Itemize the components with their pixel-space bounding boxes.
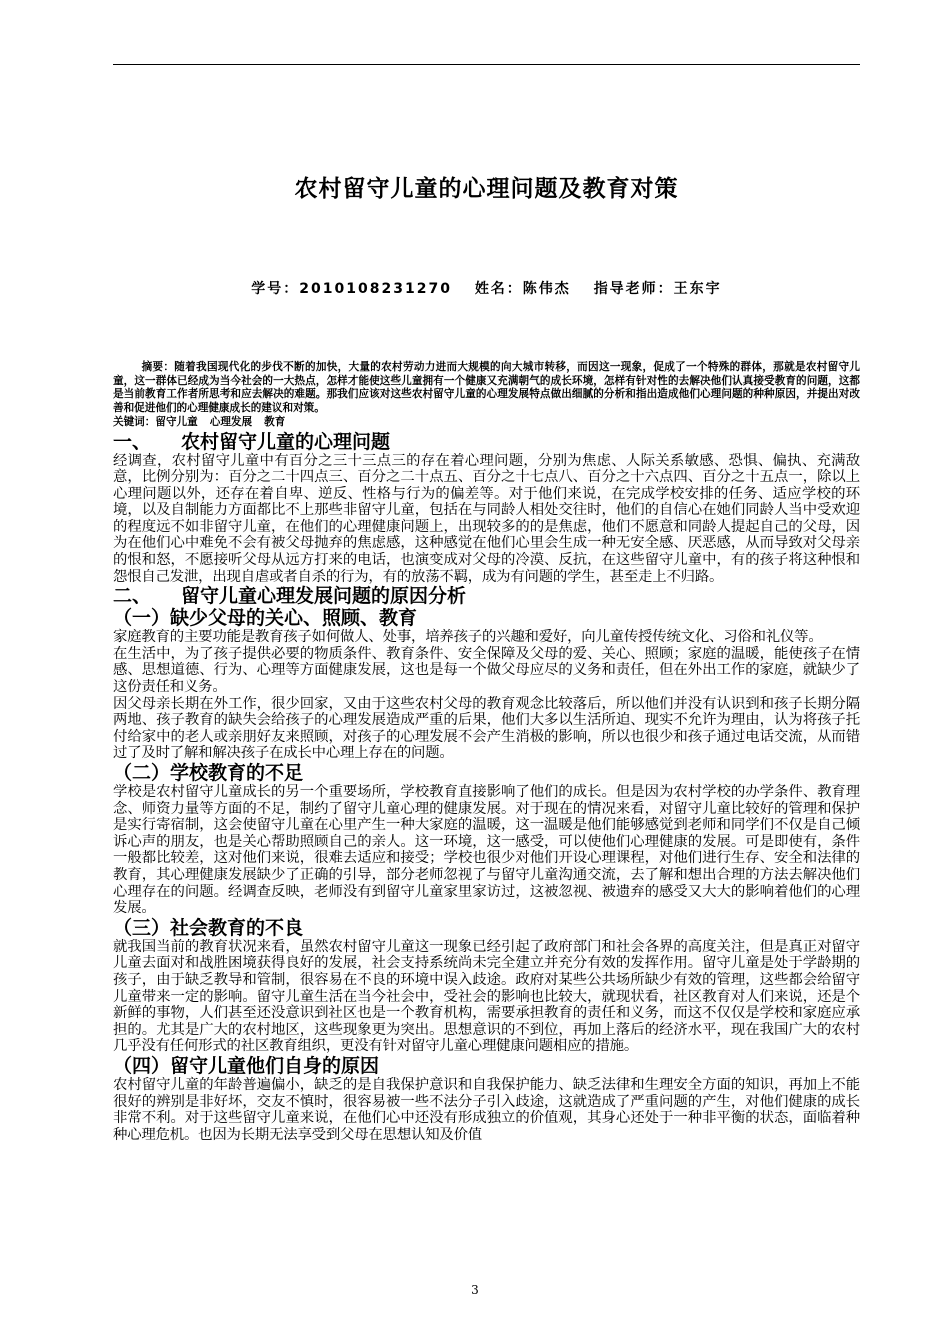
subsection-heading: （一）缺少父母的关心、照顾、教育 [113, 607, 418, 630]
keyword: 教育 [264, 415, 286, 428]
section-number: 一、 [113, 430, 152, 453]
paragraph: 家庭教育的主要功能是教育孩子如何做人、处事，培养孩子的兴趣和爱好，向儿童传授传统文化、习俗和礼仪等。 [113, 629, 823, 646]
keywords-label: 关键词： [113, 415, 156, 428]
document-title: 农村留守儿童的心理问题及教育对策 [294, 176, 679, 202]
paragraph: 因父母亲长期在外工作，很少回家，又由于这些农村父母的教育观念比较落后，所以他们并没有认识到和孩子长期分隔两地、孩子教育的缺失会给孩子的心理发展造成严重的后果，他们大多以生活所迫、现实不允许为理由，认为将孩子托付给家中的老人或亲朋好友来照顾，对孩子的心理发展不会产生消极的影响，所以也很少和孩子通过电话交流，从而错过了及时了解和解决孩子在成长中心理上存在的问题。 [113, 695, 860, 762]
paragraph: 在生活中，为了孩子提供必要的物质条件、教育条件、安全保障及父母的爱、关心、照顾；家庭的温暖，能使孩子在情感、思想道德、行为、心理等方面健康发展，这也是每一个做父母应尽的义务和责任，但在外出工作的家庭，就缺少了这份责任和义务。 [113, 645, 860, 696]
document-body [113, 361, 860, 1143]
section-heading [113, 431, 860, 453]
section-number: 二、 [113, 585, 152, 608]
keywords-line [113, 416, 860, 430]
author-info [113, 278, 860, 298]
paragraph: 经调查，农村留守儿童中有百分之三十三点三的存在着心理问题，分别为焦虑、人际关系敏感、恐惧、偏执、充满敌意，比例分别为：百分之二十四点三、百分之二十点五、百分之十七点八、百分之十六点四、百分之十五点一，除以上心理问题以外，还存在着自卑、逆反、性格与行为的偏差等。对于他们来说，在完成学校安排的任务、适应学校的环境，以及自制能力方面都比不上那些非留守儿童，包括在与同龄人相处交往时，他们的自信心在她们同龄人当中受欢迎的程度远不如非留守儿童，在他们的心理健康问题上，出现较多的的是焦虑，他们不愿意和同龄人提起自己的父母，因为在他们心中难免不会有被父母抛弃的焦虑感，这种感觉在他们心里会生成一种无安全感、厌恶感，从而导致对父母亲的恨和怒，不愿接听父母从远方打来的电话，也演变成对父母的冷漠、反抗，在这些留守儿童中，有的孩子将这种恨和怨恨自己发泄，出现自虐或者自杀的行为，有的放荡不羁，成为有问题的学生，甚至走上不归路。 [113, 452, 860, 585]
paragraph: 就我国当前的教育状况来看，虽然农村留守儿童这一现象已经引起了政府部门和社会各界的高度关注，但是真正对留守儿童去面对和战胜困境获得良好的发展，社会支持系统尚未完全建立并充分有效的发挥作用。留守儿童是处于学龄期的孩子，由于缺乏教导和管制，很容易在不良的环境中误入歧途。政府对某些公共场所缺少有效的管理，这些都会给留守儿童带来一定的影响。留守儿童生活在当今社会中，受社会的影响也比较大，就现状看，社区教育对人们来说，还是个新鲜的事物，人们甚至还没意识到社区也是一个教育机构，需要承担教育的责任和义务，而这不仅仅是学校和家庭应承担的。尤其是广大的农村地区，这些现象更为突出。思想意识的不到位，再加上落后的经济水平，现在我国广大的农村几乎没有任何形式的社区教育组织，更没有针对留守儿童心理健康问题相应的措施。 [113, 938, 860, 1055]
subsection-heading: （二）学校教育的不足 [113, 762, 304, 785]
page-number: 3 [471, 1283, 479, 1297]
advisor-name: 指导老师：王东宇 [593, 281, 722, 297]
section-heading [113, 585, 860, 607]
keyword: 留守儿童 [155, 415, 198, 428]
abstract: 摘要：随着我国现代化的步伐不断的加快，大量的农村劳动力进而大规模的向大城市转移，而因这一现象，促成了一个特殊的群体，那就是农村留守儿童，这一群体已经成为当今社会的一大热点，怎样才能使这些儿童拥有一个健康又充满朝气的成长环境，怎样有针对性的去解决他们认真接受教育的问题，这都是当前教育工作者所思考和应去解决的难题。那我们应该对这些农村留守儿童的心理发展特点做出细腻的分析和指出造成他们心理问题的种种原因，并提出对改善和促进他们的心理健康成长的建议和对策。 [113, 361, 860, 415]
subsection-heading: （四）留守儿童他们自身的原因 [113, 1054, 380, 1077]
section-title: 留守儿童心理发展问题的原因分析 [181, 585, 467, 608]
paragraph: 学校是农村留守儿童成长的另一个重要场所，学校教育直接影响了他们的成长。但是因为农村学校的办学条件、教育理念、师资力量等方面的不足，制约了留守儿童心理的健康发展。对于现在的情况来看，对留守儿童比较好的管理和保护是实行寄宿制，这会使留守儿童在心里产生一种大家庭的温暖，这一温暖是他们能够感觉到老师和同学们不仅是自己倾诉心声的朋友，也是关心帮助照顾自己的亲人。这一环境，这一感受，可以使他们心理健康的发展。可是即使有，条件一般都比较差，这对他们来说，很难去适应和接受；学校也很少对他们开设心理课程，对他们进行生存、安全和法律的教育，其心理健康发展缺少了正确的引导，部分老师忽视了与留守儿童沟通交流，去了解和想出合理的方法去解决他们心理存在的问题。经调查反映，老师没有到留守儿童家里家访过，这被忽视、被遗弃的感受又大大的影响着他们的心理发展。 [113, 784, 860, 917]
keyword: 心理发展 [209, 415, 253, 428]
student-id: 学号：2010108231270 [251, 281, 452, 297]
subsection-heading: （三）社会教育的不良 [113, 916, 304, 939]
section-title: 农村留守儿童的心理问题 [181, 430, 391, 453]
paragraph: 农村留守儿童的年龄普遍偏小，缺乏的是自我保护意识和自我保护能力、缺乏法律和生理安全方面的知识，再加上不能很好的辨别是非好坏，交友不慎时，很容易被一些不法分子引入歧途，这就造成了严重问题的产生，对他们健康的成长非常不利。对于这些留守儿童来说，在他们心中还没有形成独立的价值观，其身心还处于一种非平衡的状态，面临着种种心理危机。也因为长期无法享受到父母在思想认知及价值 [113, 1076, 860, 1143]
author-name: 姓名：陈伟杰 [474, 281, 571, 297]
header-rule [113, 64, 860, 65]
